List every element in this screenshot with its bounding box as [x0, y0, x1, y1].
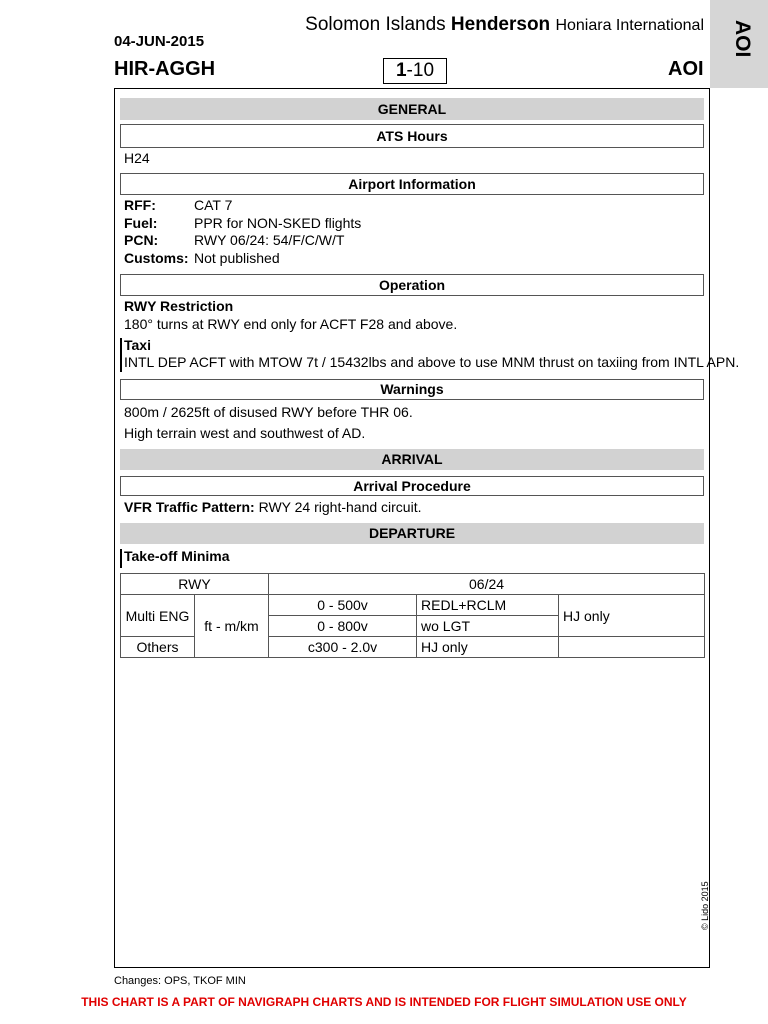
table-row — [121, 595, 705, 616]
revision-bar — [120, 549, 122, 568]
minima-cell: 0 - 800v — [269, 616, 417, 637]
warning-item: High terrain west and southwest of AD. — [124, 425, 366, 441]
minima-cell: c300 - 2.0v — [269, 637, 417, 658]
operation-heading: Operation — [120, 274, 704, 296]
pcn-key: PCN: — [124, 232, 159, 248]
general-heading: GENERAL — [120, 98, 704, 120]
country-name: Solomon Islands — [305, 14, 446, 35]
lights-cell: REDL+RCLM — [417, 595, 559, 616]
city-name: Henderson — [450, 14, 551, 35]
empty-cell — [559, 637, 705, 658]
rwy-restriction-text: 180° turns at RWY end only for ACFT F28 and above. — [124, 316, 458, 332]
arrival-heading: ARRIVAL — [120, 449, 704, 470]
page-number: 1 — [395, 60, 407, 81]
airport-name: Honiara International — [555, 17, 704, 34]
fuel-value: PPR for NON-SKED flights — [194, 215, 362, 231]
pcn-value: RWY 06/24: 54/F/C/W/T — [194, 232, 345, 248]
departure-heading: DEPARTURE — [120, 523, 704, 544]
side-tab-label: AOI — [731, 20, 754, 58]
revision-bar — [120, 338, 122, 372]
takeoff-minima-table — [120, 573, 705, 658]
customs-value: Not published — [194, 250, 280, 266]
disclaimer-banner: THIS CHART IS A PART OF NAVIGRAPH CHARTS AND IS INTENDED FOR FLIGHT SIMULATION USE ONLY — [81, 995, 687, 1009]
changes-note: Changes: OPS, TKOF MIN — [114, 975, 246, 987]
vfr-text: RWY 24 right-hand circuit. — [258, 499, 422, 515]
taxi-title: Taxi — [124, 337, 151, 353]
taxi-text: INTL DEP ACFT with MTOW 7t / 15432lbs and above to use MNM thrust on taxiing from INTL APN. — [124, 354, 740, 370]
rwy-value-cell: 06/24 — [269, 574, 705, 595]
page-suffix: -10 — [406, 60, 435, 81]
airport-icao-code: HIR-AGGH — [114, 58, 216, 80]
customs-key: Customs: — [124, 250, 189, 266]
hj-only-cell: HJ only — [559, 595, 705, 637]
copyright-notice: © Lido 2015 — [700, 881, 710, 930]
warnings-heading: Warnings — [120, 379, 704, 400]
rwy-label-cell: RWY — [121, 574, 269, 595]
table-row — [121, 574, 705, 595]
lights-cell: wo LGT — [417, 616, 559, 637]
rff-key: RFF: — [124, 197, 156, 213]
multi-eng-cell: Multi ENG — [121, 595, 195, 637]
minima-cell: 0 - 500v — [269, 595, 417, 616]
vfr-traffic-pattern — [124, 499, 421, 515]
airport-title — [305, 14, 704, 36]
side-tab — [710, 0, 768, 88]
lights-cell: HJ only — [417, 637, 559, 658]
rwy-restriction-title: RWY Restriction — [124, 298, 234, 314]
chart-date: 04-JUN-2015 — [114, 33, 205, 50]
others-cell: Others — [121, 637, 195, 658]
warning-item: 800m / 2625ft of disused RWY before THR 06. — [124, 404, 413, 420]
arrival-procedure-heading: Arrival Procedure — [120, 476, 704, 496]
ats-hours-heading: ATS Hours — [120, 124, 704, 148]
takeoff-minima-title: Take-off Minima — [124, 548, 230, 564]
ats-hours-value: H24 — [124, 150, 150, 166]
section-label: AOI — [668, 58, 704, 80]
page-number-box — [383, 58, 447, 84]
airport-info-heading: Airport Information — [120, 173, 704, 195]
rff-value: CAT 7 — [194, 197, 233, 213]
fuel-key: Fuel: — [124, 215, 158, 231]
units-cell: ft - m/km — [195, 595, 269, 658]
vfr-label: VFR Traffic Pattern: — [124, 499, 255, 515]
